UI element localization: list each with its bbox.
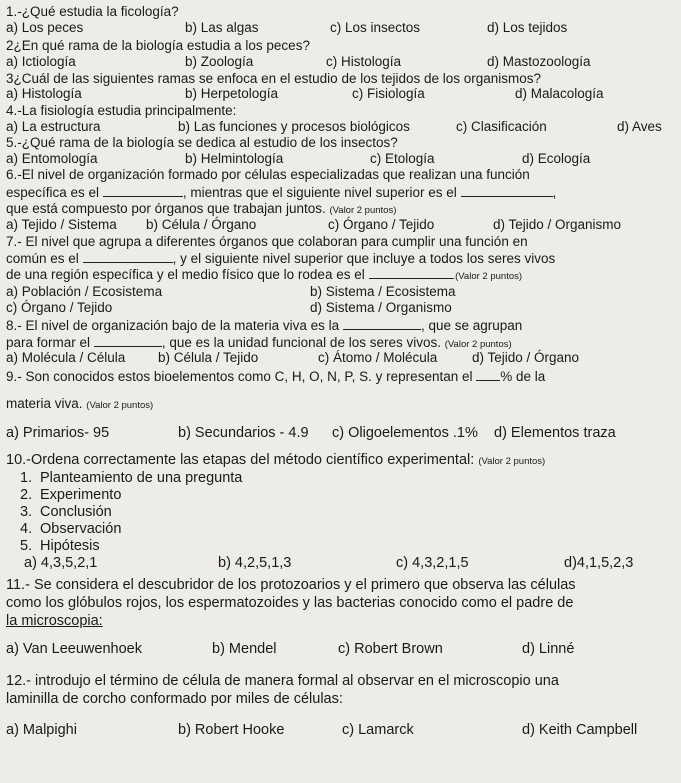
q5-text: 5.-¿Qué rama de la biología se dedica al estudio de los insectos? — [6, 135, 398, 150]
q6-line-3-text: que está compuesto por órganos que trabajan juntos. — [6, 201, 326, 216]
q8-option-a: a) Molécula / Célula — [6, 350, 126, 365]
q10-title: 10.-Ordena correctamente las etapas del método científico experimental: — [6, 452, 475, 468]
q12-option-b: b) Robert Hooke — [178, 722, 285, 738]
q10-step-label: Observación — [40, 521, 122, 537]
q9-line-1b: % de la — [500, 369, 546, 384]
q10-step-label: Hipótesis — [40, 538, 100, 554]
q10-option-a: a) 4,3,5,2,1 — [24, 555, 98, 571]
q11-option-b: b) Mendel — [212, 641, 277, 657]
q10-step-number: 5. — [20, 538, 33, 554]
q6-line-2b: , mientras que el siguiente nivel superior es el — [182, 185, 457, 200]
q4-text: 4.-La fisiología estudia principalmente: — [6, 103, 237, 118]
answer-blank[interactable] — [369, 266, 453, 279]
q11-line-3: la microscopia: — [6, 613, 103, 629]
q7-line-2 — [6, 250, 555, 267]
q10-step-number: 3. — [20, 504, 33, 520]
q1-option-c: c) Los insectos — [330, 20, 421, 35]
q8-line-2b: , que es la unidad funcional de los seres vivos. — [161, 335, 441, 350]
q9-line-2 — [6, 396, 153, 414]
q1-option-b: b) Las algas — [185, 20, 259, 35]
q6-line-2a: específica es el — [6, 185, 100, 200]
answer-blank[interactable] — [83, 250, 173, 263]
q4-option-d: d) Aves — [617, 119, 662, 134]
q8-line-1 — [6, 317, 522, 334]
q5-option-c: c) Etología — [370, 151, 435, 166]
q6-option-c: c) Órgano / Tejido — [328, 217, 435, 232]
q2-option-d: d) Mastozoología — [487, 54, 591, 69]
q6-line-2c: , — [552, 185, 557, 200]
q2-option-c: c) Histología — [326, 54, 402, 69]
q6-line-1: 6.-El nivel de organización formado por células especializadas que realizan una función — [6, 167, 530, 182]
q12-line-2: laminilla de corcho conformado por miles de células: — [6, 691, 343, 707]
q10-step-label: Experimento — [40, 487, 122, 503]
answer-blank[interactable] — [343, 317, 421, 330]
q7-option-d: d) Sistema / Organismo — [310, 300, 452, 315]
q5-option-d: d) Ecología — [522, 151, 591, 166]
q3-option-a: a) Histología — [6, 86, 82, 101]
q1-option-a: a) Los peces — [6, 20, 84, 35]
q11-line-1: 11.- Se considera el descubridor de los protozoarios y el primero que observa las células — [6, 577, 576, 593]
q7-option-a: a) Población / Ecosistema — [6, 284, 163, 299]
q3-option-b: b) Herpetología — [185, 86, 279, 101]
q10-step — [20, 469, 242, 487]
q6-line-2 — [6, 184, 556, 201]
q7-line-2b: , y el siguiente nivel superior que incluye a todos los seres vivos — [172, 251, 556, 266]
q3-option-d: d) Malacología — [515, 86, 604, 101]
q3-option-c: c) Fisiología — [352, 86, 425, 101]
q5-option-a: a) Entomología — [6, 151, 98, 166]
answer-blank[interactable] — [94, 334, 162, 347]
q11-option-a: a) Van Leeuwenhoek — [6, 641, 142, 657]
q10-step-number: 1. — [20, 470, 33, 486]
q7-points: .(Valor 2 puntos) — [452, 271, 523, 282]
answer-blank[interactable] — [476, 368, 500, 381]
q10-option-c: c) 4,3,2,1,5 — [396, 555, 469, 571]
q6-option-d: d) Tejido / Organismo — [493, 217, 622, 232]
q2-option-a: a) Ictiología — [6, 54, 76, 69]
q10-option-d: d)4,1,5,2,3 — [564, 555, 634, 571]
q4-option-b: b) Las funciones y procesos biológicos — [178, 119, 410, 134]
q6-option-b: b) Célula / Órgano — [146, 217, 257, 232]
q7-line-1: 7.- El nivel que agrupa a diferentes órganos que colaboran para cumplir una función en — [6, 234, 528, 249]
q9-option-c: c) Oligoelementos .1% — [332, 425, 478, 441]
q8-line-1b: , que se agrupan — [420, 318, 523, 333]
q10-step-number: 2. — [20, 487, 33, 503]
q8-line-2a: para formar el — [6, 335, 91, 350]
q10-step — [20, 503, 112, 521]
q4-option-a: a) La estructura — [6, 119, 101, 134]
q11-option-d: d) Linné — [522, 641, 575, 657]
q11-line-2: como los glóbulos rojos, los espermatozoides y las bacterias conocido como el padre de — [6, 595, 574, 611]
q12-option-d: d) Keith Campbell — [522, 722, 638, 738]
q10-step — [20, 537, 100, 555]
q10-points: (Valor 2 puntos) — [478, 456, 546, 467]
q12-option-a: a) Malpighi — [6, 722, 77, 738]
q10-step-label: Conclusión — [40, 504, 112, 520]
q6-option-a: a) Tejido / Sistema — [6, 217, 117, 232]
q9-option-d: d) Elementos traza — [494, 425, 616, 441]
q9-option-a: a) Primarios- 95 — [6, 425, 110, 441]
q1-text: 1.-¿Qué estudia la ficología? — [6, 4, 179, 19]
q11-option-c: c) Robert Brown — [338, 641, 443, 657]
q12-line-1: 12.- introdujo el término de célula de manera formal al observar en el microscopio una — [6, 673, 559, 689]
q7-option-b: b) Sistema / Ecosistema — [310, 284, 456, 299]
q9-line-2-text: materia viva. — [6, 396, 83, 411]
q9-line-1 — [6, 368, 545, 385]
q12-option-c: c) Lamarck — [342, 722, 414, 738]
q4-option-c: c) Clasificación — [456, 119, 547, 134]
q10-step — [20, 486, 121, 504]
q6-points: (Valor 2 puntos) — [329, 205, 397, 216]
answer-blank[interactable] — [461, 184, 553, 197]
q8-option-b: b) Célula / Tejido — [158, 350, 259, 365]
answer-blank[interactable] — [103, 184, 183, 197]
q2-text: 2¿En qué rama de la biología estudia a los peces? — [6, 38, 310, 53]
q7-line-3 — [6, 266, 522, 285]
q10-text — [6, 451, 545, 471]
q8-points: (Valor 2 puntos) — [444, 339, 512, 350]
q1-option-d: d) Los tejidos — [487, 20, 568, 35]
q9-points: (Valor 2 puntos) — [86, 400, 154, 411]
q10-step — [20, 520, 121, 538]
q9-line-1a: 9.- Son conocidos estos bioelementos como C, H, O, N, P, S. y representan el — [6, 369, 473, 384]
q10-step-label: Planteamiento de una pregunta — [40, 470, 243, 486]
q2-option-b: b) Zoología — [185, 54, 254, 69]
q7-line-3a: de una región específica y el medio físico que lo rodea es el — [6, 267, 365, 282]
q9-option-b: b) Secundarios - 4.9 — [178, 425, 309, 441]
q8-option-c: c) Átomo / Molécula — [318, 350, 438, 365]
q3-text: 3¿Cuál de las siguientes ramas se enfoca en el estudio de los tejidos de los organismos? — [6, 71, 542, 86]
q7-line-2a: común es el — [6, 251, 79, 266]
q7-option-c: c) Órgano / Tejido — [6, 300, 113, 315]
q8-line-1a: 8.- El nivel de organización bajo de la materia viva es la — [6, 318, 340, 333]
q10-option-b: b) 4,2,5,1,3 — [218, 555, 292, 571]
q10-step-number: 4. — [20, 521, 33, 537]
q8-option-d: d) Tejido / Órgano — [472, 350, 580, 365]
q5-option-b: b) Helmintología — [185, 151, 284, 166]
